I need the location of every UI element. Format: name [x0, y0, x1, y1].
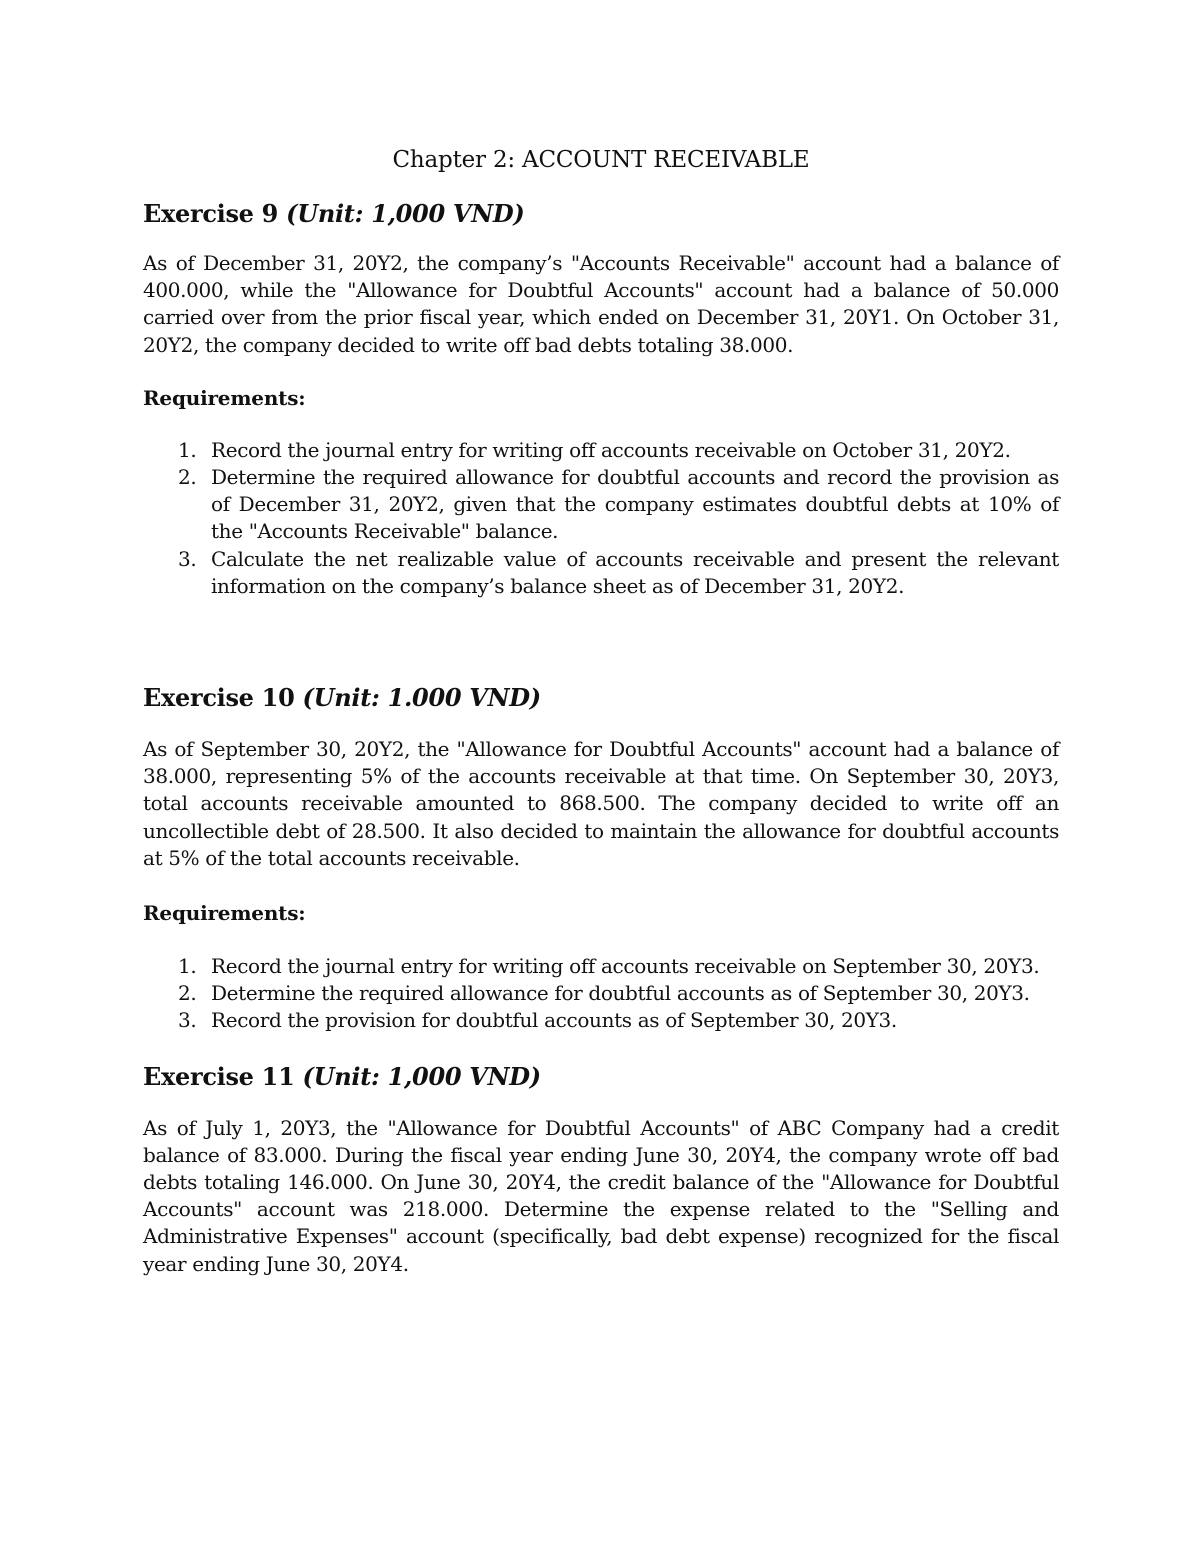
exercise-9-requirements-label: Requirements: [143, 385, 306, 410]
requirement-text: Record the provision for doubtful accounts as of September 30, 20Y3. [211, 1008, 897, 1033]
exercise-9-body: As of December 31, 20Y2, the company’s "Accounts Receivable" account had a balance of 400.000, while the "Allowance for Doubtful Accounts" account had a balance of 50.000 carried over from the prior fiscal year, which ended on December 31, 20Y1. On October 31, 20Y2, the company decided to write off bad debts totaling 38.000. [143, 251, 1059, 357]
requirement-number: 2. [178, 465, 197, 490]
exercise-9-heading [143, 194, 1059, 234]
requirement-item [143, 546, 1059, 600]
exercise-9-unit: (Unit: 1,000 VND) [286, 199, 525, 228]
requirement-item [143, 980, 1059, 1007]
requirement-text: Record the journal entry for writing off accounts receivable on October 31, 20Y2. [211, 437, 1011, 462]
exercise-10-body: As of September 30, 20Y2, the "Allowance for Doubtful Accounts" account had a balance of 38.000, representing 5% of the accounts receivable at that time. On September 30, 20Y3, total accounts receivable amounted to 868.500. The company decided to write off an uncollectible debt of 28.500. It also decided to maintain the allowance for doubtful accounts at 5% of the total accounts receivable. [143, 737, 1059, 870]
requirement-item [143, 437, 1059, 464]
requirement-text: Determine the required allowance for doubtful accounts as of September 30, 20Y3. [211, 981, 1030, 1006]
exercise-9-title: Exercise 9 [143, 199, 287, 228]
requirement-number: 2. [178, 981, 197, 1006]
document-page [143, 140, 1059, 1278]
requirement-number: 3. [178, 1008, 197, 1033]
exercise-10-title: Exercise 10 [143, 683, 303, 713]
chapter-title: Chapter 2: ACCOUNT RECEIVABLE [392, 147, 810, 173]
requirement-text: Record the journal entry for writing off accounts receivable on September 30, 20Y3. [211, 954, 1040, 979]
requirement-number: 1. [178, 954, 197, 979]
requirement-text: Calculate the net realizable value of accounts receivable and present the relevant information on the company’s balance sheet as of December 31, 20Y2. [211, 546, 1059, 598]
requirement-item [143, 464, 1059, 546]
exercise-11-title: Exercise 11 [143, 1061, 303, 1091]
exercise-10-heading [143, 678, 1059, 718]
exercise-11-unit: (Unit: 1,000 VND) [302, 1061, 541, 1091]
requirement-item [143, 1007, 1059, 1034]
exercise-9-requirements-list [143, 437, 1059, 600]
exercise-10-requirements-list [143, 953, 1059, 1035]
requirement-item [143, 953, 1059, 980]
requirement-text: Determine the required allowance for doubtful accounts and record the provision as of December 31, 20Y2, given that the company estimates doubtful debts at 10% of the "Accounts Receivable" balance. [211, 465, 1059, 544]
exercise-10-requirements-label: Requirements: [143, 901, 306, 926]
exercise-10-unit: (Unit: 1.000 VND) [302, 683, 541, 713]
requirement-number: 3. [178, 546, 197, 571]
exercise-11-heading [143, 1057, 1059, 1097]
exercise-11-body: As of July 1, 20Y3, the "Allowance for Doubtful Accounts" of ABC Company had a credit balance of 83.000. During the fiscal year ending June 30, 20Y4, the company wrote off bad debts totaling 146.000. On June 30, 20Y4, the credit balance of the "Allowance for Doubtful Accounts" account was 218.000. Determine the expense related to the "Selling and Administrative Expenses" account (specifically, bad debt expense) recognized for the fiscal year ending June 30, 20Y4. [143, 1115, 1059, 1276]
requirement-number: 1. [178, 437, 197, 462]
